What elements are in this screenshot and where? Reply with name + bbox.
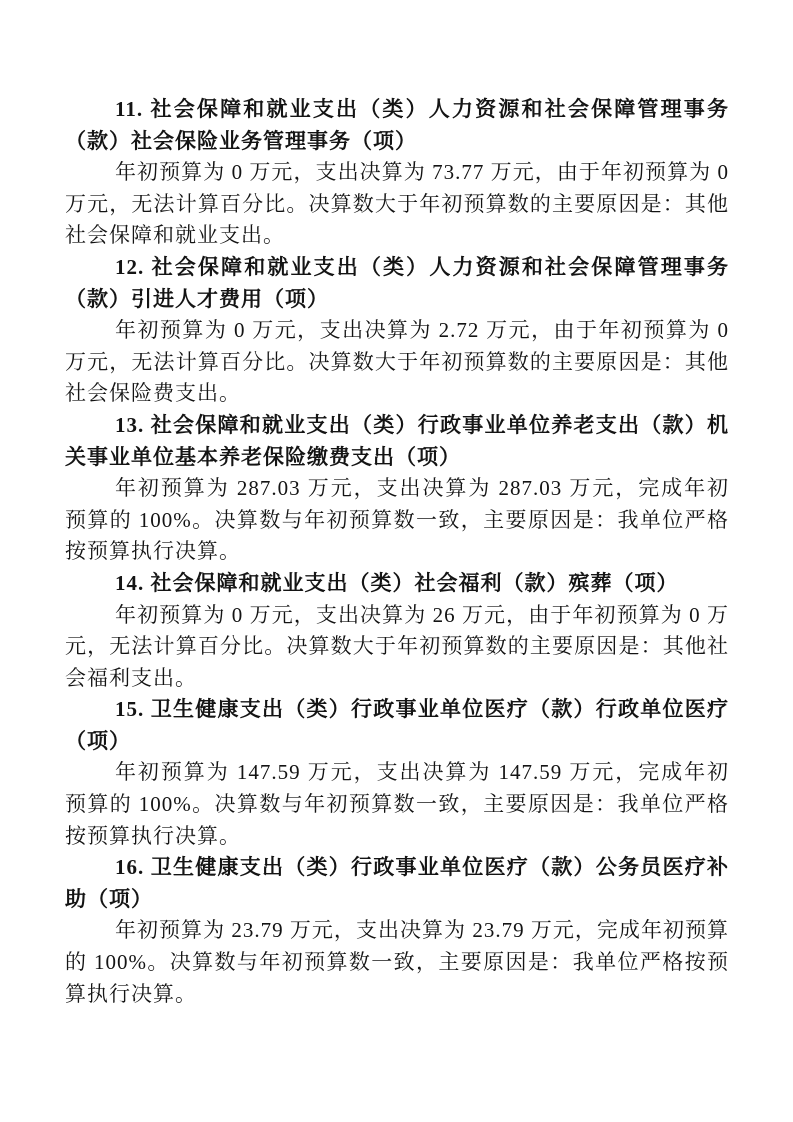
budget-item-heading: 13. 社会保障和就业支出（类）行政事业单位养老支出（款）机关事业单位基本养老保险缴费支出（项） bbox=[65, 412, 729, 469]
budget-item-body: 年初预算为 23.79 万元，支出决算为 23.79 万元，完成年初预算的 100%。决算数与年初预算数一致，主要原因是：我单位严格按预算执行决算。 bbox=[65, 918, 729, 1006]
budget-item-section-16 bbox=[65, 852, 729, 1010]
budget-item-body: 年初预算为 287.03 万元，支出决算为 287.03 万元，完成年初预算的 100%。决算数与年初预算数一致，主要原因是：我单位严格按预算执行决算。 bbox=[65, 476, 729, 564]
budget-item-body: 年初预算为 0 万元，支出决算为 26 万元，由于年初预算为 0 万元，无法计算百分比。决算数大于年初预算数的主要原因是：其他社会福利支出。 bbox=[65, 602, 729, 690]
budget-item-section-12 bbox=[65, 252, 729, 410]
budget-item-heading: 15. 卫生健康支出（类）行政事业单位医疗（款）行政单位医疗（项） bbox=[65, 697, 729, 753]
budget-item-body: 年初预算为 147.59 万元，支出决算为 147.59 万元，完成年初预算的 100%。决算数与年初预算数一致，主要原因是：我单位严格按预算执行决算。 bbox=[65, 760, 729, 848]
budget-item-body: 年初预算为 0 万元，支出决算为 2.72 万元，由于年初预算为 0 万元，无法计算百分比。决算数大于年初预算数的主要原因是：其他社会保险费支出。 bbox=[65, 318, 729, 406]
budget-item-section-11 bbox=[65, 94, 729, 252]
budget-item-section-15 bbox=[65, 694, 729, 852]
budget-item-heading: 12. 社会保障和就业支出（类）人力资源和社会保障管理事务（款）引进人才费用（项） bbox=[65, 254, 729, 311]
budget-item-heading: 14. 社会保障和就业支出（类）社会福利（款）殡葬（项） bbox=[115, 570, 679, 595]
budget-item-body: 年初预算为 0 万元，支出决算为 73.77 万元，由于年初预算为 0 万元，无法计算百分比。决算数大于年初预算数的主要原因是：其他社会保障和就业支出。 bbox=[65, 160, 729, 248]
budget-item-heading: 11. 社会保障和就业支出（类）人力资源和社会保障管理事务（款）社会保险业务管理事务（项） bbox=[65, 97, 729, 153]
budget-item-heading: 16. 卫生健康支出（类）行政事业单位医疗（款）公务员医疗补助（项） bbox=[65, 855, 729, 911]
budget-item-section-13 bbox=[65, 410, 729, 568]
budget-item-section-14 bbox=[65, 568, 729, 694]
